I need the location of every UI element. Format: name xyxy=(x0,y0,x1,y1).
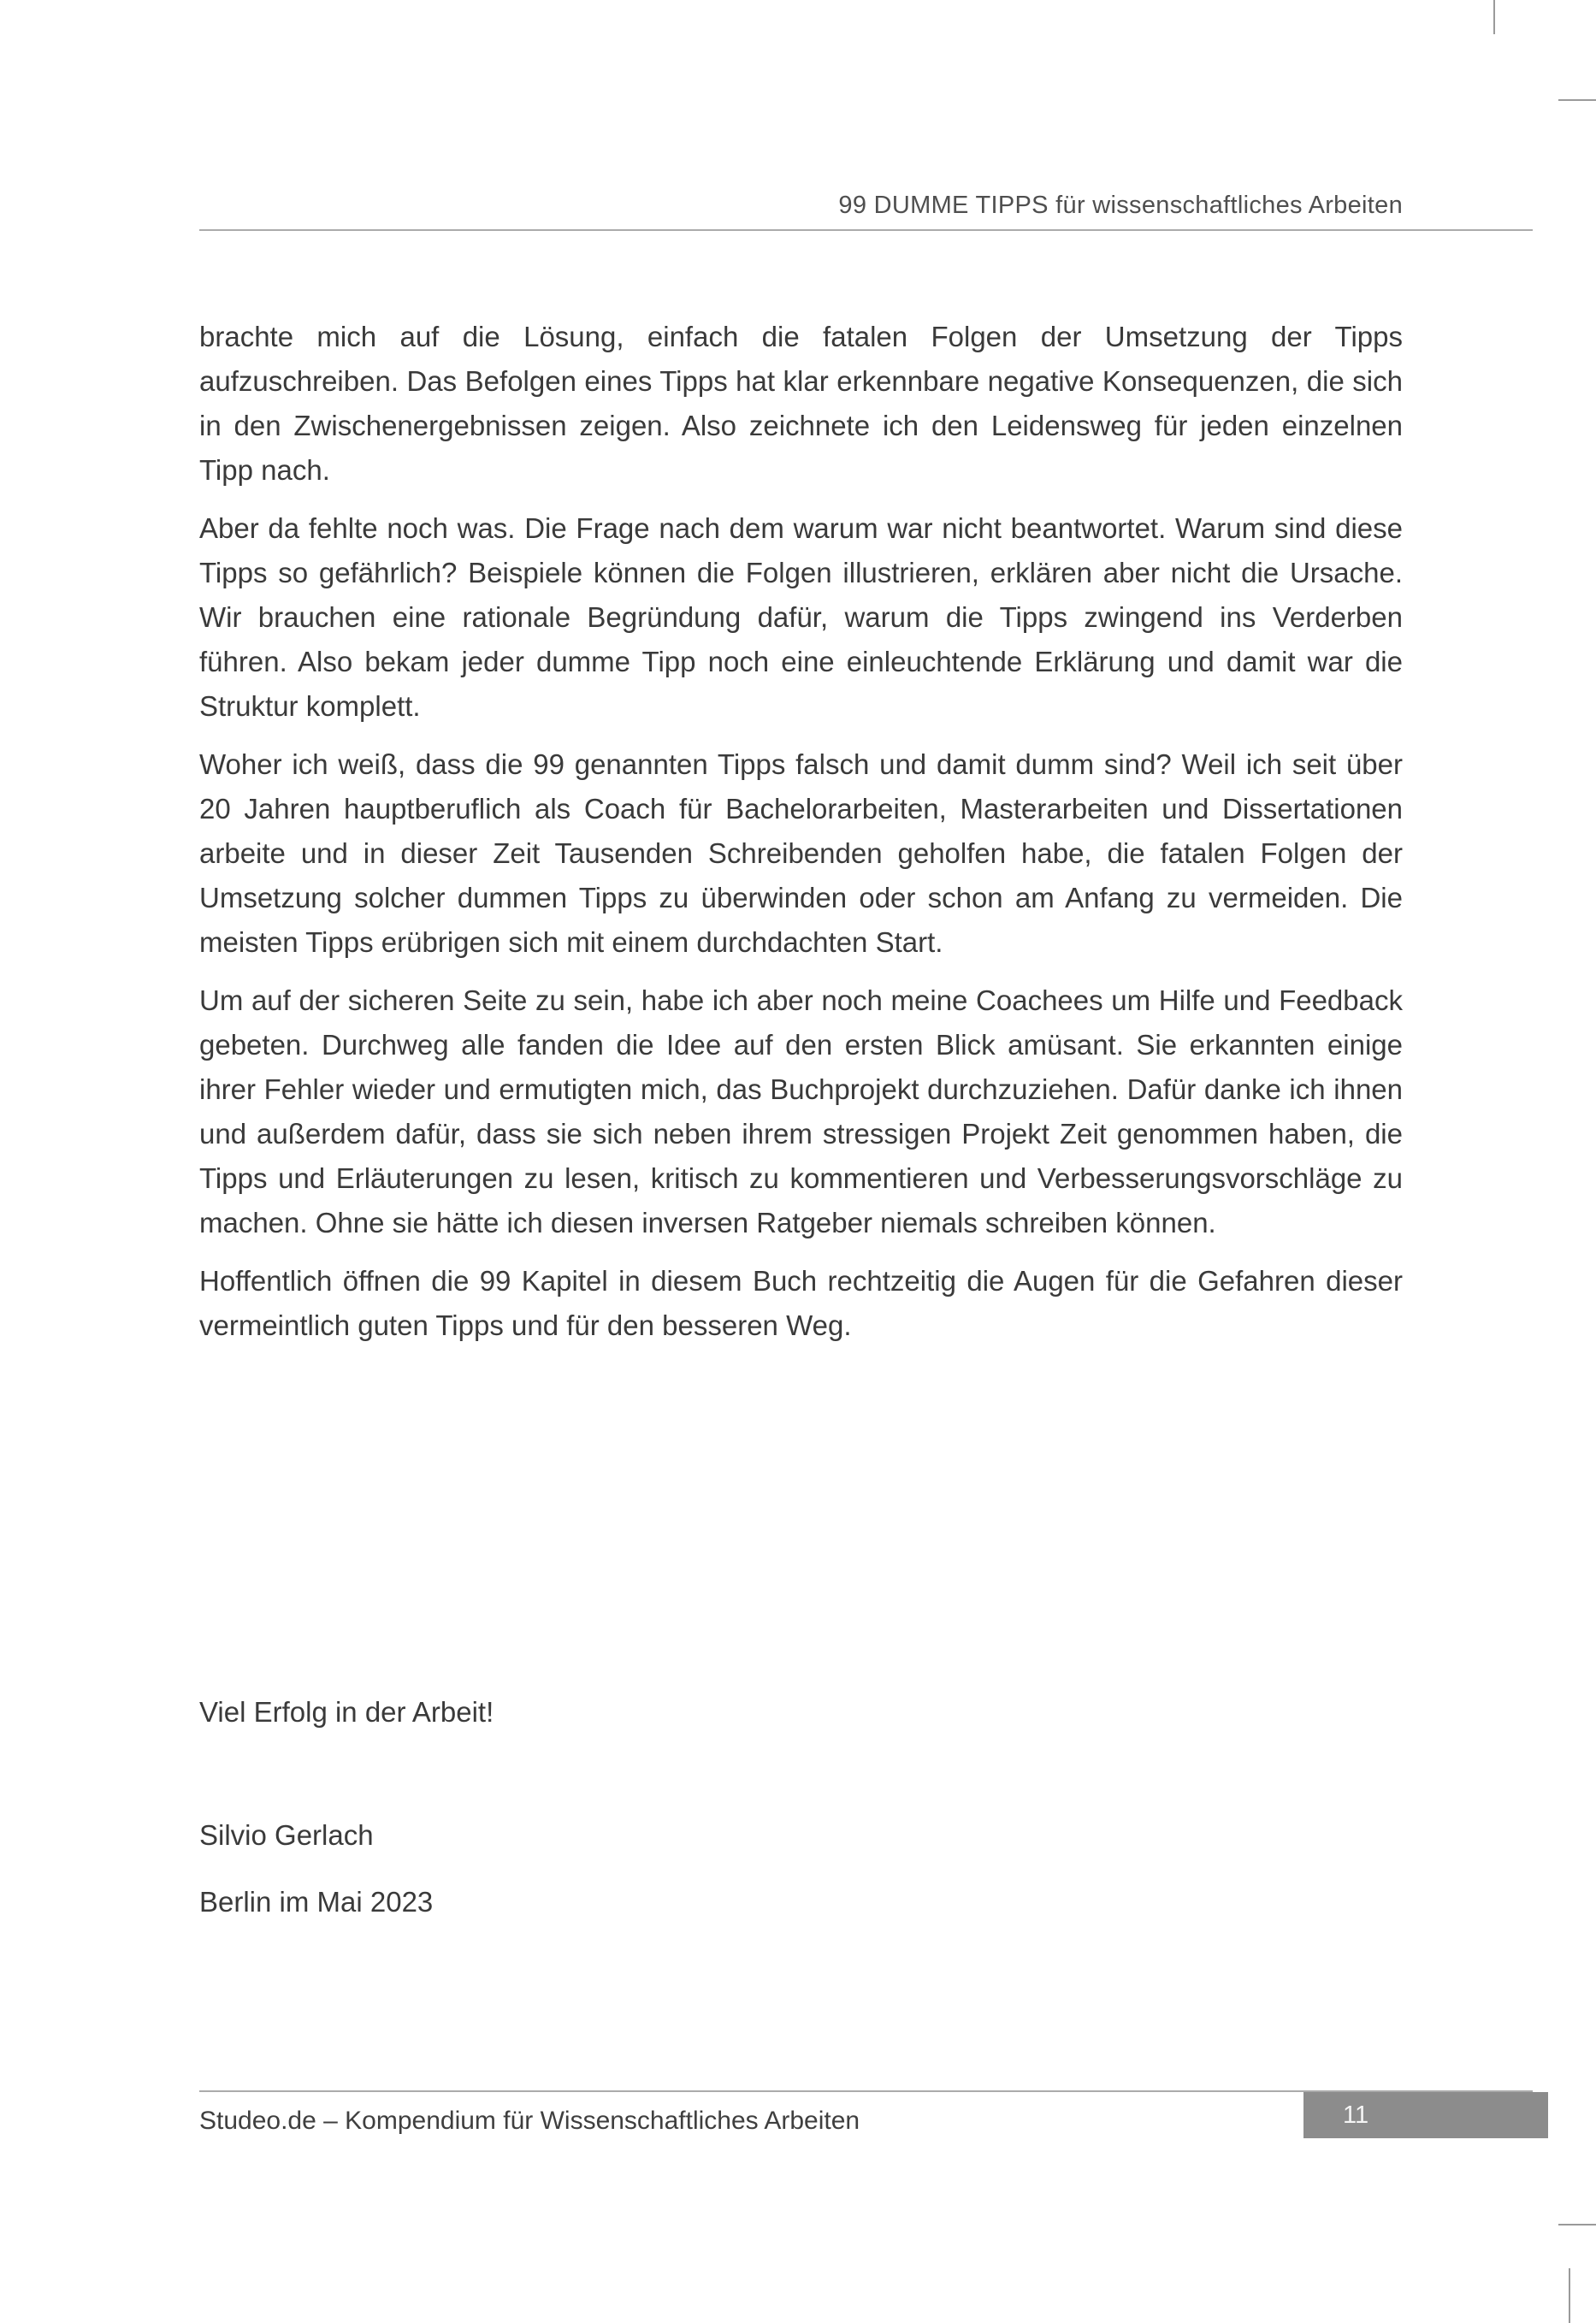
body-paragraph: brachte mich auf die Lösung, einfach die fatalen Folgen der Umsetzung der Tipps aufzuschreiben. Das Befolgen eines Tipps hat klar erkennbare negative Konsequenzen, die sich in den Zwischenergebnissen zeigen. Also zeichnete ich den Leidensweg für jeden einzelnen Tipp nach. xyxy=(199,321,1403,486)
running-header-title: 99 DUMME TIPPS für wissenschaftliches Arbeiten xyxy=(838,192,1403,219)
crop-mark-right-upper-horizontal xyxy=(1558,99,1596,101)
body-paragraph: Woher ich weiß, dass die 99 genannten Tipps falsch und damit dumm sind? Weil ich seit über 20 Jahren hauptberuflich als Coach für Bachelorarbeiten, Masterarbeiten und Dissertationen arbeite und in dieser Zeit Tausenden Schreibenden geholfen habe, die fatalen Folgen der Umsetzung solcher dummen Tipps zu überwinden oder schon am Anfang zu vermeiden. Die meisten Tipps erübrigen sich mit einem durchdachten Start. xyxy=(199,748,1403,958)
header-rule xyxy=(199,229,1533,231)
page-number: 11 xyxy=(1343,2101,1369,2129)
body-paragraph: Um auf der sicheren Seite zu sein, habe ich aber noch meine Coachees um Hilfe und Feedback gebeten. Durchweg alle fanden die Idee auf den ersten Blick amüsant. Sie erkannten einige ihrer Fehler wieder und ermutigten mich, das Buchprojekt durchzuziehen. Dafür danke ich ihnen und außerdem dafür, dass sie sich neben ihrem stressigen Projekt Zeit genommen haben, die Tipps und Erläuterungen zu lesen, kritisch zu kommentieren und Verbesserungsvorschläge zu machen. Ohne sie hätte ich diesen inversen Ratgeber niemals schreiben können. xyxy=(199,984,1403,1238)
body-paragraph: Hoffentlich öffnen die 99 Kapitel in diesem Buch rechtzeitig die Augen für die Gefahren dieser vermeintlich guten Tipps und für den besseren Weg. xyxy=(199,1265,1403,1341)
closing-farewell: Viel Erfolg in der Arbeit! xyxy=(199,1696,494,1728)
page-body xyxy=(199,315,1403,1348)
footer-imprint: Studeo.de – Kompendium für Wissenschaftliches Arbeiten xyxy=(199,2107,860,2135)
closing-author-name: Silvio Gerlach xyxy=(199,1819,374,1851)
crop-mark-bottom-right-vertical xyxy=(1569,2268,1570,2323)
crop-mark-top-right-vertical xyxy=(1493,0,1495,34)
page-number-badge xyxy=(1303,2092,1548,2138)
closing-place-date: Berlin im Mai 2023 xyxy=(199,1886,434,1918)
crop-mark-right-lower-horizontal xyxy=(1558,2224,1596,2225)
body-paragraph: Aber da fehlte noch was. Die Frage nach dem warum war nicht beantwortet. Warum sind diese Tipps so gefährlich? Beispiele können die Folgen illustrieren, erklären aber nicht die Ursache. Wir brauchen eine rationale Begründung dafür, warum die Tipps zwingend ins Verderben führen. Also bekam jeder dumme Tipp noch eine einleuchtende Erklärung und damit war die Struktur komplett. xyxy=(199,512,1403,722)
